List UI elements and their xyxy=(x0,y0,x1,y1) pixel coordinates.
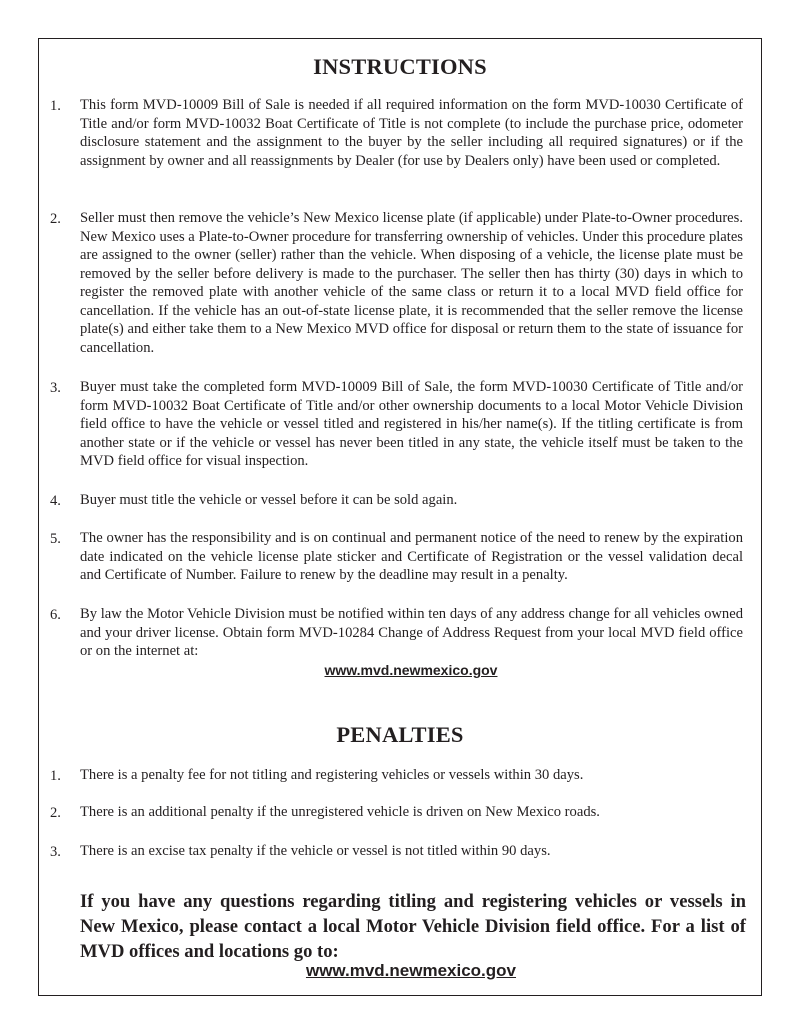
instruction-item-1 xyxy=(50,96,743,170)
instruction-item-5 xyxy=(50,529,743,585)
closing-website-link[interactable]: www.mvd.newmexico.gov xyxy=(305,961,517,980)
item-number: 3. xyxy=(50,380,61,396)
mvd-website-link[interactable]: www.mvd.newmexico.gov xyxy=(324,662,498,678)
item-text: Buyer must take the completed form MVD-10009 Bill of Sale, the form MVD-10030 Certificate of Title and/or form MVD-10032 Boat Certificate of Title and/or other ownership documents to a local Motor Vehicle Division field office to have the vehicle or vessel titled and registered in his/her name(s). If the titling certificate is from another state or if the vehicle or vessel has never been titled in any state, the vehicle itself must be taken to the MVD field office for visual inspection. xyxy=(80,379,743,469)
instruction-item-6 xyxy=(50,605,743,661)
item-number: 3. xyxy=(50,844,61,860)
penalties-heading: PENALTIES xyxy=(336,722,464,747)
item-number: 2. xyxy=(50,211,61,227)
item-text: There is an excise tax penalty if the vehicle or vessel is not titled within 90 days. xyxy=(80,843,551,859)
instruction-item-3 xyxy=(50,378,743,471)
closing-paragraph: If you have any questions regarding titling and registering vehicles or vessels in New Mexico, please contact a local Motor Vehicle Division field office. For a list of MVD offices and locations go to: xyxy=(80,891,746,962)
item-text: This form MVD-10009 Bill of Sale is needed if all required information on the form MVD-10030 Certificate of Title and/or form MVD-10032 Boat Certificate of Title is not complete (to include the purchase price, odometer disclosure statement and the assignment to the buyer by the seller including all required signatures) or if the assignment by owner and all reassignments by Dealer (for use by Dealers only) have been used or completed. xyxy=(80,97,743,169)
item-text: There is a penalty fee for not titling and registering vehicles or vessels within 30 days. xyxy=(80,767,584,783)
item-number: 6. xyxy=(50,607,61,623)
item-text: Buyer must title the vehicle or vessel before it can be sold again. xyxy=(80,492,458,508)
penalty-item-1 xyxy=(50,766,743,785)
penalty-item-2 xyxy=(50,803,743,822)
penalty-item-3 xyxy=(50,842,743,861)
item-number: 4. xyxy=(50,493,61,509)
item-number: 1. xyxy=(50,98,61,114)
instructions-heading: INSTRUCTIONS xyxy=(313,54,487,79)
item-number: 1. xyxy=(50,768,61,784)
item-text: Seller must then remove the vehicle’s New Mexico license plate (if applicable) under Plate-to-Owner procedures. New Mexico uses a Plate-to-Owner procedure for transferring ownership of vehicles. Under this procedure plates are assigned to the owner (seller) rather than the vehicle. When disposing of a vehicle, the license plate must be removed by the seller before delivery is made to the purchaser. The seller then has thirty (30) days in which to register the removed plate with another vehicle of the same class or return it to a local MVD field office for cancellation. If the vehicle has an out-of-state license plate, it is recommended that the seller remove the license plate(s) and either take them to a New Mexico MVD office for disposal or return them to the state of issuance for cancellation. xyxy=(80,210,743,356)
item-text: The owner has the responsibility and is on continual and permanent notice of the need to renew by the expiration date indicated on the vehicle license plate sticker and Certificate of Registration or the vessel validation decal and Certificate of Number. Failure to renew by the deadline may result in a penalty. xyxy=(80,530,743,583)
instruction-item-4 xyxy=(50,491,743,510)
item-number: 5. xyxy=(50,531,61,547)
instruction-item-2 xyxy=(50,209,743,357)
item-number: 2. xyxy=(50,805,61,821)
item-text: By law the Motor Vehicle Division must be notified within ten days of any address change for all vehicles owned and your driver license. Obtain form MVD-10284 Change of Address Request from your local MVD field office or on the internet at: xyxy=(80,606,743,659)
item-text: There is an additional penalty if the unregistered vehicle is driven on New Mexico roads. xyxy=(80,804,600,820)
